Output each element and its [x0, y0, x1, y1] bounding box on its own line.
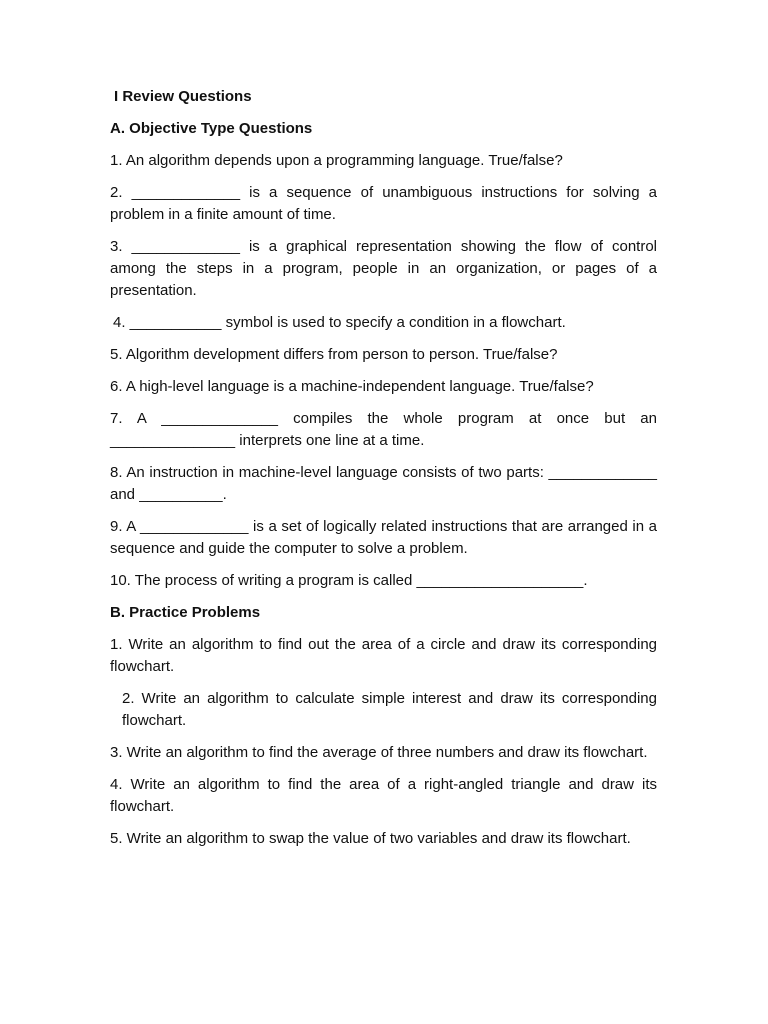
problem-3: 3. Write an algorithm to find the average of three numbers and draw its flowchart.: [110, 744, 648, 761]
problem-1: 1. Write an algorithm to find out the area of a circle and draw its corresponding flowchart.: [110, 636, 657, 675]
problem-2: 2. Write an algorithm to calculate simple interest and draw its corresponding flowchart.: [122, 690, 657, 729]
question-7: 7. A ______________ compiles the whole program at once but an _______________ interprets one line at a time.: [110, 410, 657, 449]
question-3: 3. _____________ is a graphical representation showing the flow of control among the steps in a program, people in an organization, or pages of a presentation.: [110, 238, 657, 299]
question-5: 5. Algorithm development differs from person to person. True/false?: [110, 346, 558, 363]
question-2: 2. _____________ is a sequence of unambiguous instructions for solving a problem in a finite amount of time.: [110, 184, 657, 223]
section-a-heading: A. Objective Type Questions: [110, 120, 313, 137]
problem-4: 4. Write an algorithm to find the area of a right-angled triangle and draw its flowchart.: [110, 776, 657, 815]
problem-5: 5. Write an algorithm to swap the value of two variables and draw its flowchart.: [110, 830, 631, 847]
question-9: 9. A _____________ is a set of logically related instructions that are arranged in a sequence and guide the computer to solve a problem.: [110, 518, 657, 557]
section-b-heading: B. Practice Problems: [110, 604, 261, 621]
question-10: 10. The process of writing a program is called ____________________.: [110, 572, 588, 589]
question-8: 8. An instruction in machine-level language consists of two parts: _____________ and __________.: [110, 464, 657, 503]
document-page: [110, 86, 657, 860]
question-6: 6. A high-level language is a machine-independent language. True/false?: [110, 378, 594, 395]
question-1: 1. An algorithm depends upon a programming language. True/false?: [110, 152, 563, 169]
page-title: I Review Questions: [114, 88, 252, 105]
question-4: 4. ___________ symbol is used to specify a condition in a flowchart.: [113, 314, 566, 331]
